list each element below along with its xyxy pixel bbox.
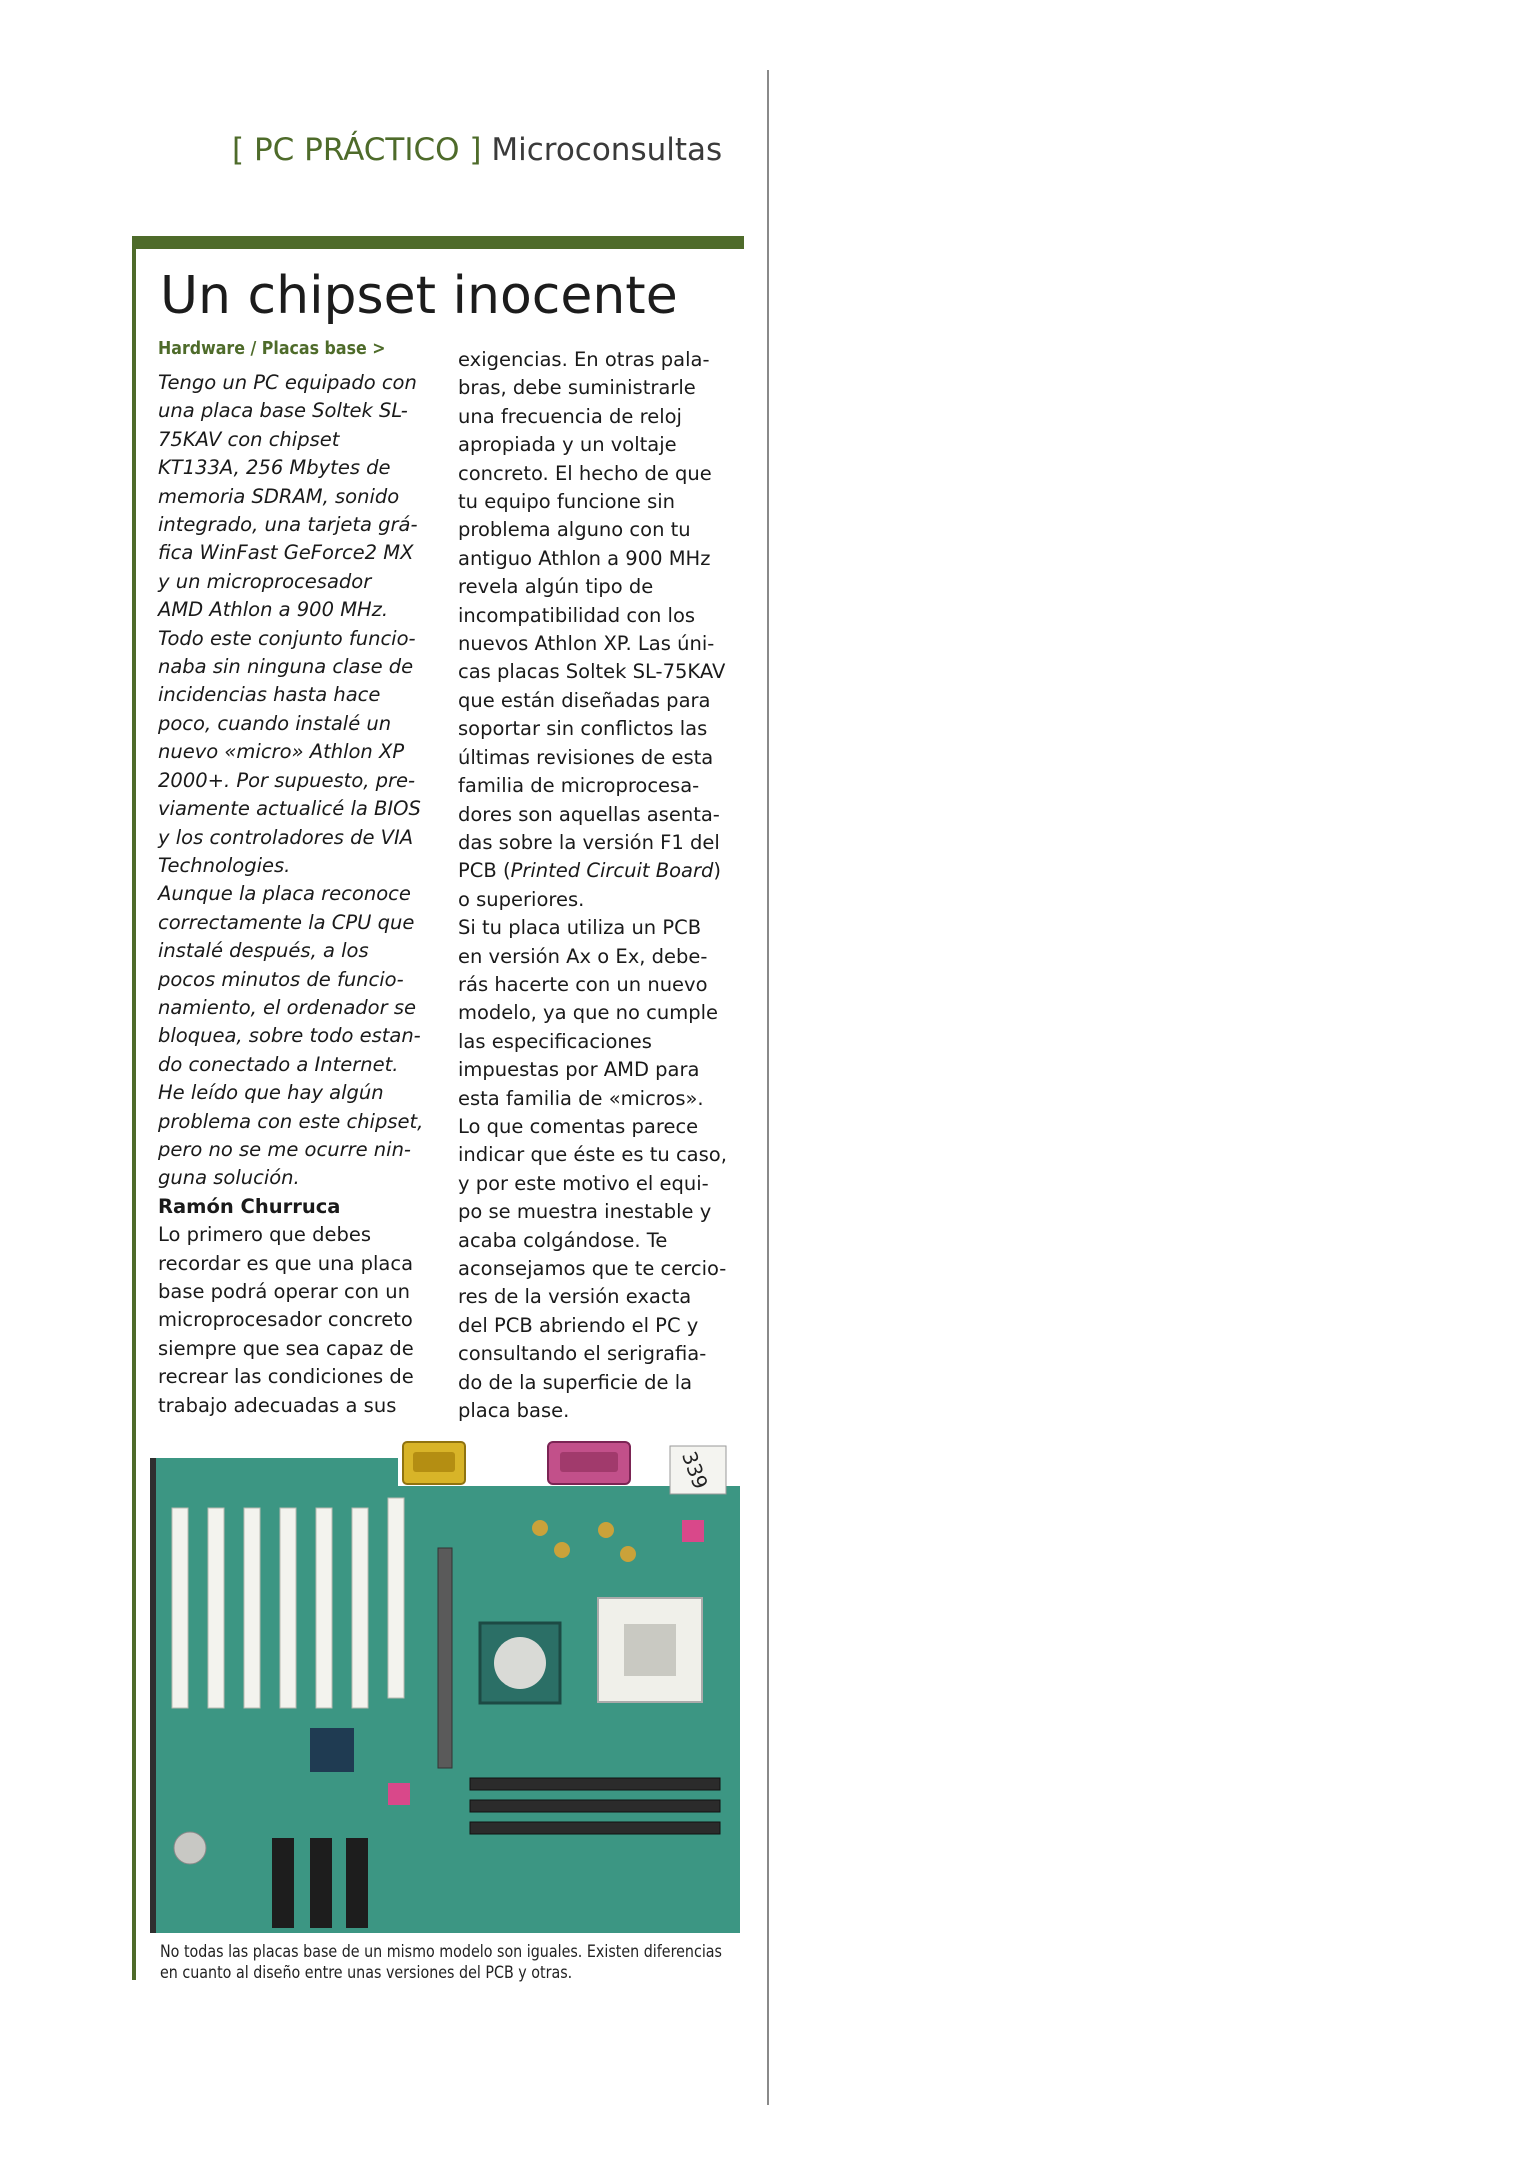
caption-line: No todas las placas base de un mismo modelo son iguales. Existen diferencias bbox=[160, 1942, 722, 1962]
answer-line: rás hacerte con un nuevo bbox=[458, 972, 708, 996]
photo-caption bbox=[160, 1942, 722, 1984]
answer-line: bras, debe suministrarle bbox=[458, 376, 696, 400]
question-line: Tengo un PC equipado con bbox=[158, 371, 417, 394]
answer-line: antiguo Athlon a 900 MHz bbox=[458, 546, 711, 570]
answer-line: acaba colgándose. Te bbox=[458, 1228, 668, 1252]
question-line: correctamente la CPU que bbox=[158, 910, 415, 934]
answer-line: concreto. El hecho de que bbox=[458, 461, 712, 485]
question-line: fica WinFast GeForce2 MX bbox=[158, 541, 414, 565]
question-line: guna solución. bbox=[158, 1166, 300, 1190]
answer-line: Lo que comentas parece bbox=[458, 1114, 699, 1138]
answer-line: soportar sin conflictos las bbox=[458, 717, 708, 741]
question-line: KT133A, 256 Mbytes de bbox=[158, 456, 391, 480]
section-label: [ PC PRÁCTICO ] bbox=[232, 132, 482, 168]
pcb-line bbox=[458, 857, 744, 885]
question-line: nuevo «micro» Athlon XP bbox=[158, 740, 405, 764]
motherboard-illustration bbox=[150, 1438, 740, 1933]
article-top-bar bbox=[132, 236, 744, 249]
answer-line: indicar que éste es tu caso, bbox=[458, 1143, 727, 1167]
question-line: Technologies. bbox=[158, 853, 291, 877]
answer-line: apropiada y un voltaje bbox=[458, 433, 677, 457]
answer-line: en versión Ax o Ex, debe- bbox=[458, 944, 708, 968]
answer-line: placa base. bbox=[458, 1399, 570, 1423]
answer-line: aconsejamos que te cercio- bbox=[458, 1257, 727, 1280]
answer-line: do de la superficie de la bbox=[458, 1370, 693, 1394]
question-line: namiento, el ordenador se bbox=[158, 995, 416, 1019]
answer-line: o superiores. bbox=[458, 887, 585, 911]
question-line: memoria SDRAM, sonido bbox=[158, 484, 400, 508]
question-line: naba sin ninguna clase de bbox=[158, 655, 414, 679]
answer-line: recordar es que una placa bbox=[158, 1251, 414, 1275]
answer-line: base podrá operar con un bbox=[158, 1280, 410, 1303]
question-line: He leído que hay algún bbox=[158, 1081, 384, 1105]
question-line: poco, cuando instalé un bbox=[158, 711, 392, 735]
answer-start bbox=[158, 1221, 438, 1420]
question-line: Aunque la placa reconoce bbox=[158, 882, 411, 906]
question-line: 2000+. Por supuesto, pre- bbox=[158, 768, 416, 792]
question-line: integrado, una tarjeta grá- bbox=[158, 513, 418, 537]
answer-line: del PCB abriendo el PC y bbox=[458, 1313, 699, 1337]
answer-line: cas placas Soltek SL-75KAV bbox=[458, 660, 726, 684]
question-line: pocos minutos de funcio- bbox=[158, 967, 404, 991]
answer-line: tu equipo funcione sin bbox=[458, 490, 676, 514]
answer-line: modelo, ya que no cumple bbox=[458, 1001, 719, 1025]
answer-line: esta familia de «micros». bbox=[458, 1086, 704, 1110]
question-line: pero no se me ocurre nin- bbox=[158, 1137, 411, 1161]
question-line: y un microprocesador bbox=[158, 569, 372, 593]
question-line: y los controladores de VIA bbox=[158, 825, 414, 849]
answer-line: recrear las condiciones de bbox=[158, 1365, 414, 1389]
answer-line: incompatibilidad con los bbox=[458, 603, 696, 627]
answer-line: consultando el serigrafia- bbox=[458, 1342, 707, 1366]
answer-line: Lo primero que debes bbox=[158, 1223, 372, 1247]
answer-line: po se muestra inestable y bbox=[458, 1200, 712, 1224]
answer-line: familia de microprocesa- bbox=[458, 774, 700, 798]
question-line: incidencias hasta hace bbox=[158, 683, 381, 707]
question-line: AMD Athlon a 900 MHz. bbox=[158, 598, 389, 622]
question-line: una placa base Soltek SL- bbox=[158, 399, 408, 423]
subsection-label: Microconsultas bbox=[491, 132, 723, 168]
question-author: Ramón Churruca bbox=[158, 1194, 341, 1218]
article-left-rule bbox=[132, 236, 136, 1980]
answer-line: las especificaciones bbox=[458, 1029, 652, 1053]
answer-line: Si tu placa utiliza un PCB bbox=[458, 916, 702, 940]
question-line: instalé después, a los bbox=[158, 939, 369, 963]
article-category: Hardware / Placas base > bbox=[158, 338, 386, 359]
answer-line: siempre que sea capaz de bbox=[158, 1336, 414, 1360]
answer-line: una frecuencia de reloj bbox=[458, 404, 682, 428]
answer-line: y por este motivo el equi- bbox=[458, 1171, 709, 1195]
section-header bbox=[232, 130, 722, 170]
motherboard-photo bbox=[150, 1438, 740, 1933]
question-line: 75KAV con chipset bbox=[158, 427, 340, 451]
answer-line: exigencias. En otras pala- bbox=[458, 348, 710, 371]
answer-line: problema alguno con tu bbox=[458, 518, 691, 542]
answer-line: microprocesador concreto bbox=[158, 1308, 413, 1332]
pcb-line-after: ) bbox=[713, 859, 721, 883]
article-title: Un chipset inocente bbox=[160, 266, 678, 326]
question-line: viamente actualicé la BIOS bbox=[158, 797, 421, 821]
text-column-right bbox=[458, 346, 744, 1425]
question-line: bloquea, sobre todo estan- bbox=[158, 1024, 421, 1048]
pcb-line-italic: Printed Circuit Board bbox=[510, 859, 714, 883]
answer-line: res de la versión exacta bbox=[458, 1285, 692, 1309]
reader-question bbox=[158, 369, 438, 1193]
page-divider-line bbox=[767, 70, 769, 2105]
question-line: problema con este chipset, bbox=[158, 1109, 424, 1133]
board-label-339: 339 bbox=[677, 1448, 713, 1493]
text-column-left bbox=[158, 369, 438, 1420]
answer-line: últimas revisiones de esta bbox=[458, 745, 714, 769]
question-line: Todo este conjunto funcio- bbox=[158, 626, 416, 650]
answer-line: dores son aquellas asenta- bbox=[458, 802, 720, 826]
answer-line: trabajo adecuadas a sus bbox=[158, 1393, 397, 1417]
answer-line: que están diseñadas para bbox=[458, 688, 711, 712]
question-line: do conectado a Internet. bbox=[158, 1052, 399, 1076]
answer-line: das sobre la versión F1 del bbox=[458, 830, 720, 854]
answer-line: nuevos Athlon XP. Las úni- bbox=[458, 632, 715, 656]
pcb-line-before: PCB ( bbox=[458, 859, 511, 883]
answer-line: revela algún tipo de bbox=[458, 575, 654, 599]
answer-line: impuestas por AMD para bbox=[458, 1058, 700, 1082]
caption-line: en cuanto al diseño entre unas versiones del PCB y otras. bbox=[160, 1963, 573, 1983]
